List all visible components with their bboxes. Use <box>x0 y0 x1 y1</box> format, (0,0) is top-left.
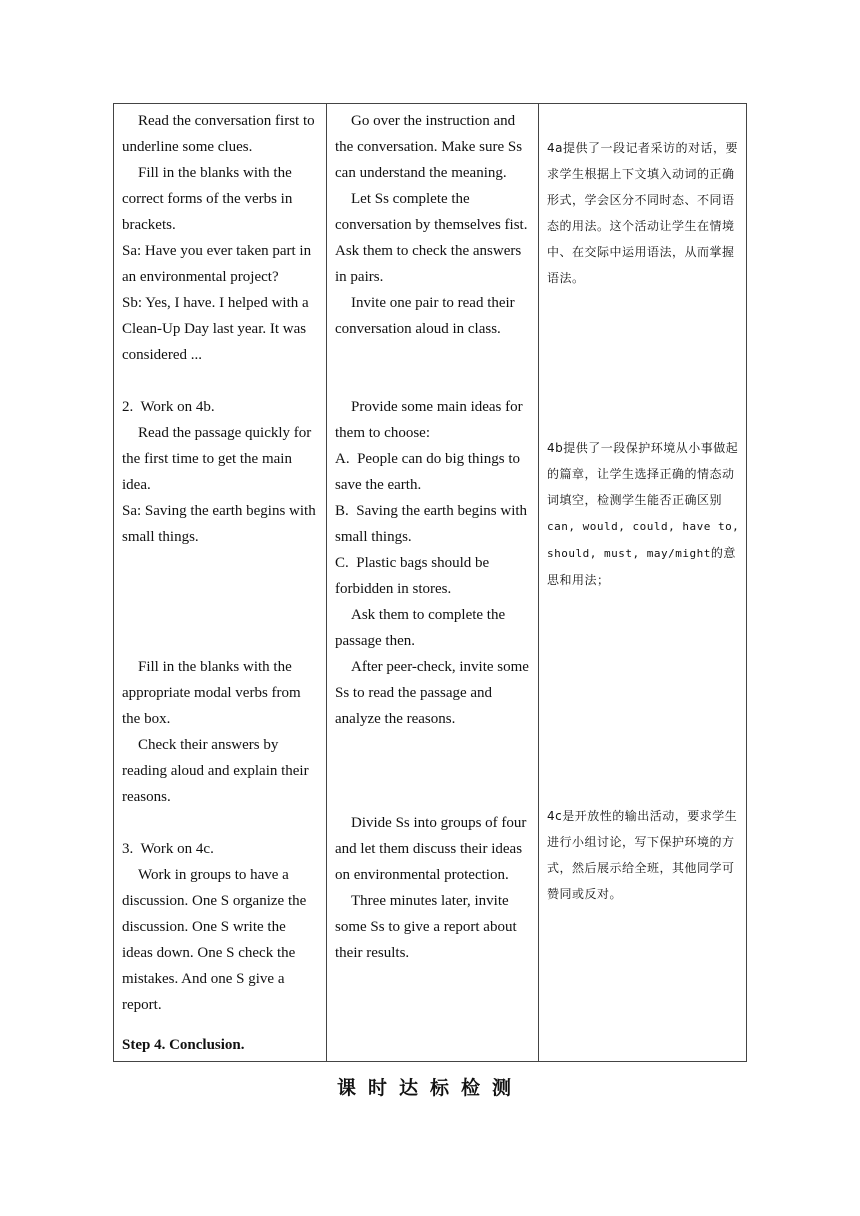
activity-text: Three minutes later, invite some Ss to give a report about their results. <box>335 893 521 961</box>
activity-text: After peer-check, invite some Ss to read the passage and analyze the reasons. <box>335 659 533 727</box>
activity-text: Divide Ss into groups of four and let them discuss their ideas on environmental protection. <box>335 815 531 883</box>
section-title-4b: 2. Work on 4b. <box>122 399 215 415</box>
option-line: B. Saving the earth begins with small things. <box>335 503 531 545</box>
student-activity-cell <box>114 104 327 1062</box>
activity-text: Go over the instruction and the conversation. Make sure Ss can understand the meaning. <box>335 113 526 181</box>
activity-text: Ask them to complete the passage then. <box>335 607 509 649</box>
option-line: A. People can do big things to save the earth. <box>335 451 524 493</box>
section-heading: 课时达标检测 <box>336 1077 523 1099</box>
teacher-activity-cell <box>327 104 539 1062</box>
design-intent-cell <box>539 104 747 1062</box>
option-line: C. Plastic bags should be forbidden in stores. <box>335 555 493 597</box>
activity-text: Provide some main ideas for them to choose: <box>335 399 527 441</box>
activity-text: Read the passage quickly for the first time to get the main idea. <box>122 425 316 493</box>
activity-text: Read the conversation first to underline some clues. <box>122 113 319 155</box>
activity-text: Work in groups to have a discussion. One S organize the discussion. One S write the ideas down. One S check the mistakes. And one S give a report. <box>122 867 311 1013</box>
activity-text: Invite one pair to read their conversation aloud in class. <box>335 295 519 337</box>
step-heading: Step 4. Conclusion. <box>122 1037 245 1053</box>
modal-verbs-list: can, would, could, have to, should, must, may/might <box>547 520 740 560</box>
dialogue-line: Sa: Have you ever taken part in an environmental project? <box>122 243 315 285</box>
activity-text: Fill in the blanks with the correct forms of the verbs in brackets. <box>122 165 297 233</box>
intent-4b <box>547 435 740 593</box>
dialogue-line: Sa: Saving the earth begins with small things. <box>122 503 320 545</box>
intent-4b-text: 4b提供了一段保护环境从小事做起的篇章，让学生选择正确的情态动词填空，检测学生能否正确区别 <box>547 441 739 507</box>
intent-4b-text-end: 的意思和用法； <box>547 546 736 587</box>
activity-text: Fill in the blanks with the appropriate modal verbs from the box. <box>122 659 305 727</box>
table-row <box>114 104 747 1062</box>
lesson-plan-table <box>113 103 747 1062</box>
section-title-4c: 3. Work on 4c. <box>122 841 214 857</box>
intent-4a: 4a提供了一段记者采访的对话，要求学生根据上下文填入动词的正确形式，学会区分不同时态、不同语态的用法。这个活动让学生在情境中、在交际中运用语法，从而掌握语法。 <box>547 141 738 285</box>
activity-text: Check their answers by reading aloud and explain their reasons. <box>122 737 313 805</box>
dialogue-line: Sb: Yes, I have. I helped with a Clean-Up Day last year. It was considered ... <box>122 295 313 363</box>
intent-4c: 4c是开放性的输出活动，要求学生进行小组讨论，写下保护环境的方式，然后展示给全班，其他同学可赞同或反对。 <box>547 809 738 901</box>
activity-text: Let Ss complete the conversation by themselves fist. Ask them to check the answers in pairs. <box>335 191 531 285</box>
